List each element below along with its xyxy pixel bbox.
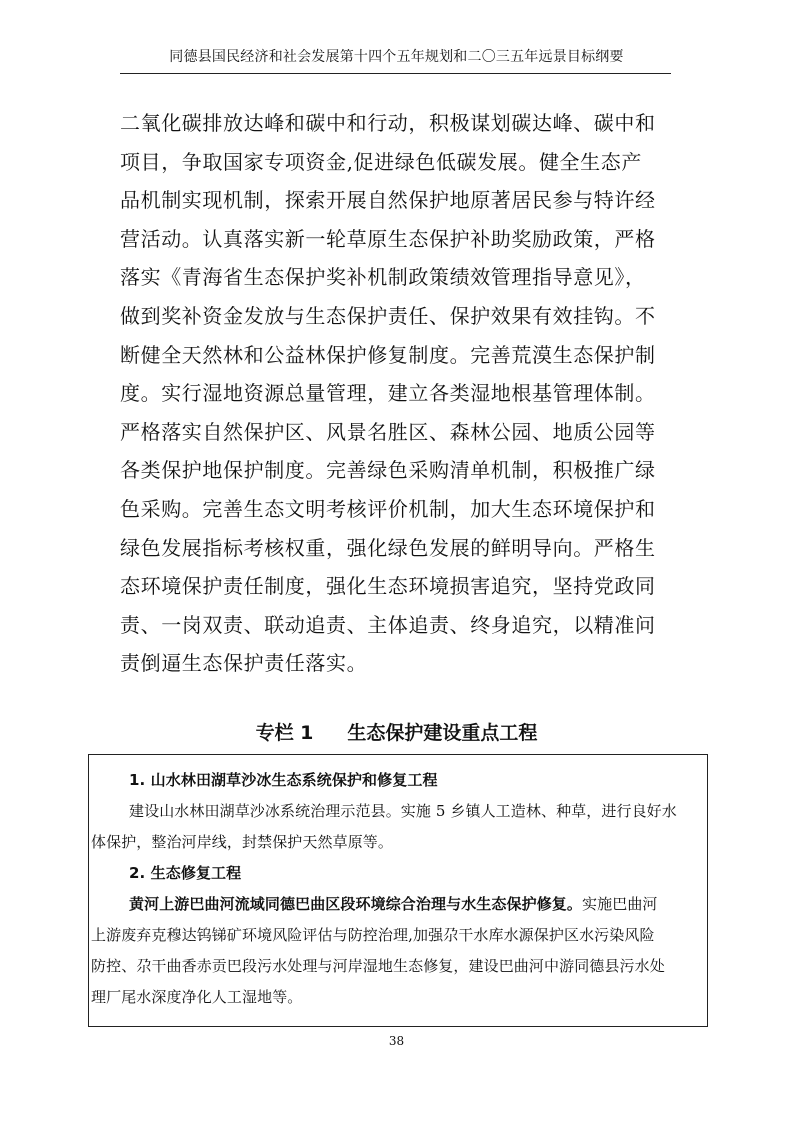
section-text-line: 上游废弃克穆达钨锑矿环境风险评估与防控治理,加强尕干水库水源保护区水污染风险: [91, 926, 655, 944]
running-header: 同德县国民经济和社会发展第十四个五年规划和二〇三五年远景目标纲要: [169, 49, 624, 65]
section-text-line: 建设山水林田湖草沙冰系统治理示范县。实施 5 乡镇人工造林、种草，进行良好水: [129, 802, 677, 820]
section-text-line: 理厂尾水深度净化人工湿地等。: [91, 988, 303, 1006]
body-line: 色采购。完善生态文明考核评价机制，加大生态环境保护和: [120, 496, 656, 521]
section-heading: 1. 山水林田湖草沙冰生态系统保护和修复工程: [129, 771, 438, 789]
body-line: 营活动。认真落实新一轮草原生态保护补助奖励政策，严格: [120, 226, 656, 251]
section-text-line: 体保护，整治河岸线，封禁保护天然草原等。: [91, 833, 394, 851]
section-lead-bold: 黄河上游巴曲河流域同德巴曲区段环境综合治理与水生态保护修复。: [129, 895, 583, 913]
feature-box: [88, 754, 708, 1027]
section-text-line: 防控、尕干曲香赤贡巴段污水处理与河岸湿地生态修复，建设巴曲河中游同德县污水处: [91, 957, 665, 975]
section-heading: 2. 生态修复工程: [129, 864, 242, 882]
feature-box-title: 生态保护建设重点工程: [347, 722, 538, 744]
body-line: 品机制实现机制，探索开展自然保护地原著居民参与特许经: [120, 188, 656, 213]
body-line: 严格落实自然保护区、风景名胜区、森林公园、地质公园等: [120, 419, 656, 444]
body-line: 各类保护地保护制度。完善绿色采购清单机制，积极推广绿: [120, 458, 656, 483]
body-paragraph: [120, 104, 680, 683]
body-line: 态环境保护责任制度，强化生态环境损害追究，坚持党政同: [120, 574, 656, 599]
body-line: 绿色发展指标考核权重，强化绿色发展的鲜明导向。严格生: [120, 535, 656, 560]
body-line: 责、一岗双责、联动追责、主体追责、终身追究，以精准问: [120, 612, 656, 637]
section-lead-line: [119, 889, 701, 920]
body-line: 责倒逼生态保护责任落实。: [120, 651, 368, 676]
header-divider: [120, 73, 671, 74]
section-lead-rest: 实施巴曲河: [582, 895, 658, 913]
feature-box-label: 专栏 1: [255, 722, 314, 744]
page-number: 38: [388, 1034, 405, 1048]
body-line: 二氧化碳排放达峰和碳中和行动，积极谋划碳达峰、碳中和: [120, 111, 656, 135]
body-line: 项目，争取国家专项资金,促进绿色低碳发展。健全生态产: [120, 149, 642, 174]
body-line: 落实《青海省生态保护奖补机制政策绩效管理指导意见》，: [120, 265, 646, 290]
body-line: 做到奖补资金发放与生态保护责任、保护效果有效挂钩。不: [120, 303, 656, 328]
feature-box-heading: [0, 718, 793, 745]
body-line: 断健全天然林和公益林保护修复制度。完善荒漠生态保护制: [120, 342, 656, 367]
body-line: 度。实行湿地资源总量管理，建立各类湿地根基管理体制。: [120, 381, 656, 406]
